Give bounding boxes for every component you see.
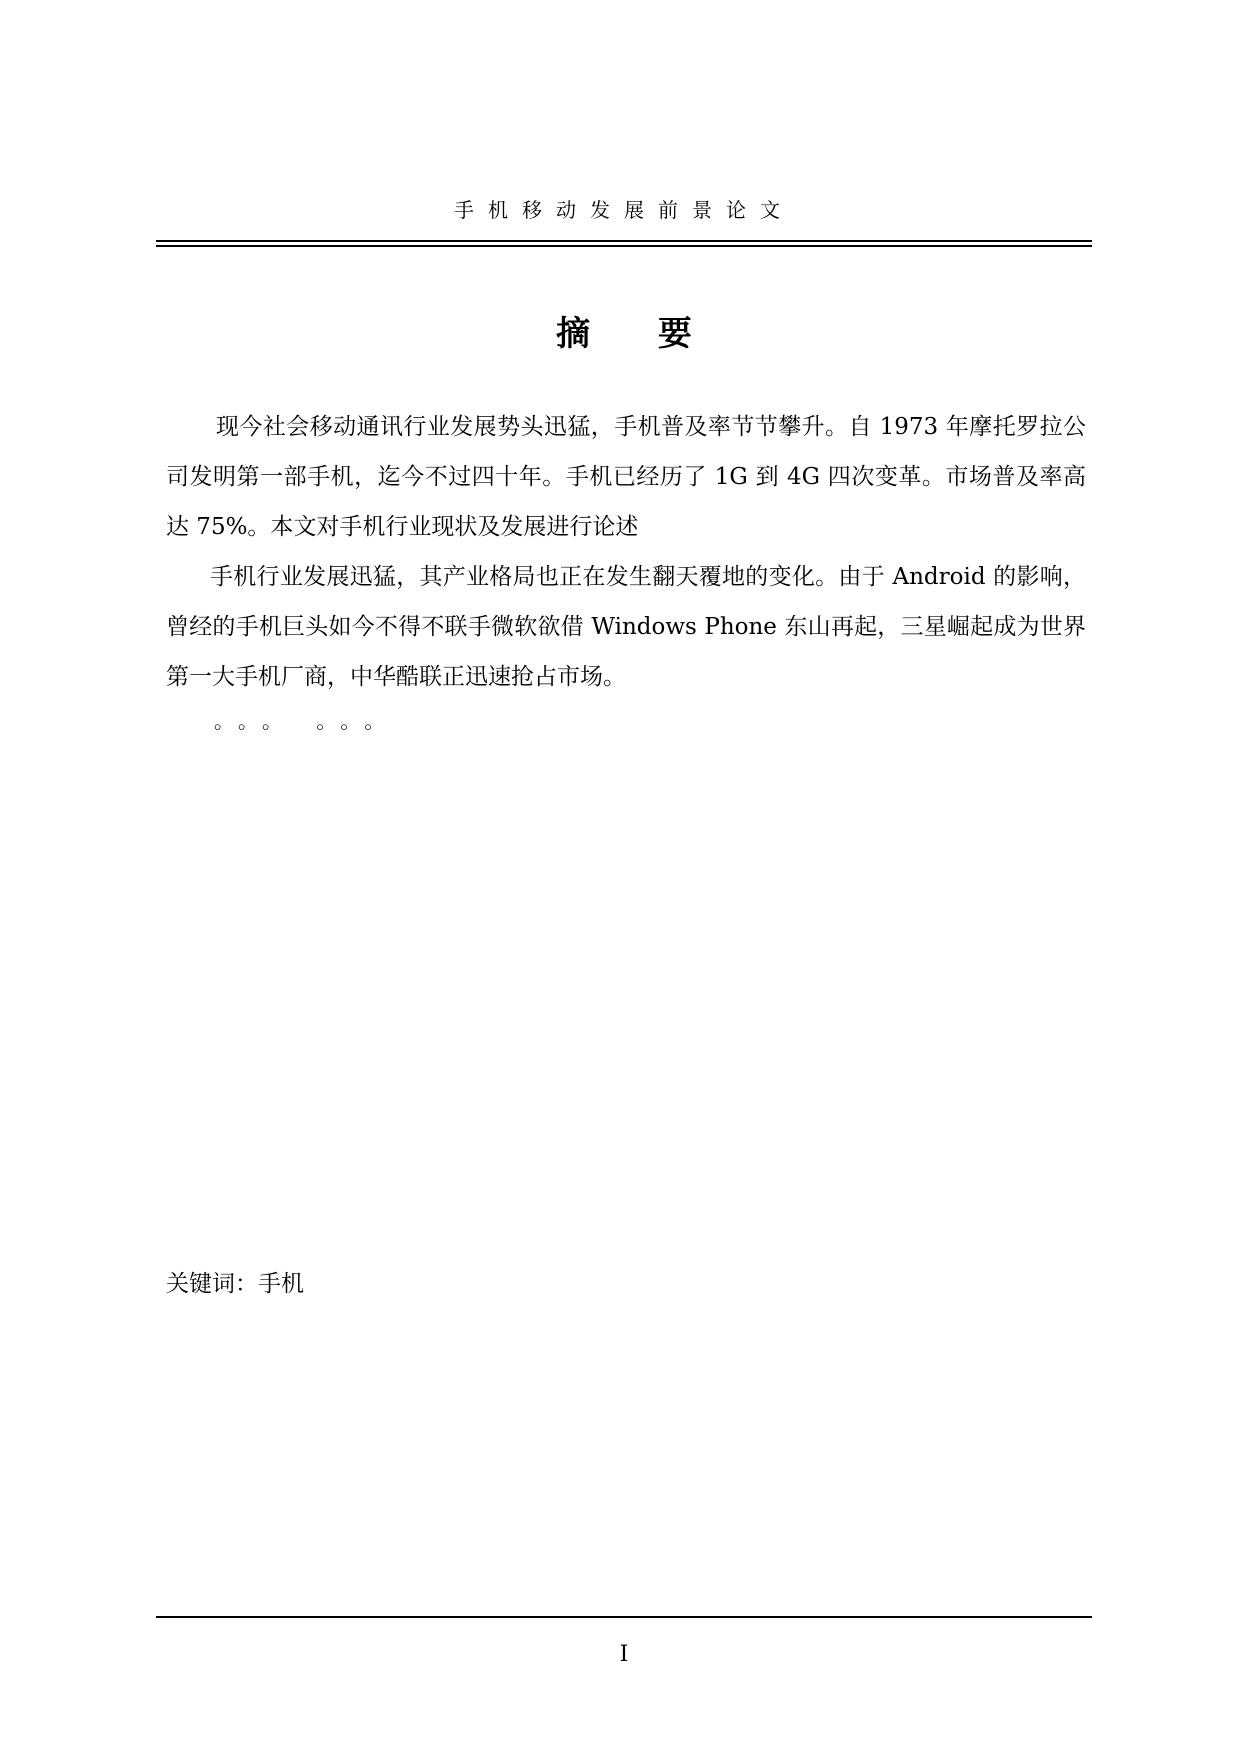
header-double-rule: [156, 240, 1092, 247]
running-header: 手机移动发展前景论文: [454, 198, 794, 222]
abstract-ellipsis: 。。。 。。。: [214, 709, 399, 733]
keywords-line: 关键词：手机: [166, 1271, 304, 1297]
page-number: I: [619, 1642, 629, 1667]
abstract-body: [166, 402, 1086, 702]
abstract-title: 摘 要: [556, 314, 720, 354]
abstract-paragraph-1: 现今社会移动通讯行业发展势头迅猛，手机普及率节节攀升。自 1973 年摩托罗拉公司发明第一部手机，迄今不过四十年。手机已经历了 1G 到 4G 四次变革。市场普及率高达 75%。本文对手机行业现状及发展进行论述: [166, 414, 1086, 540]
abstract-paragraph-2: 手机行业发展迅猛，其产业格局也正在发生翻天覆地的变化。由于 Android 的影响，曾经的手机巨头如今不得不联手微软欲借 Windows Phone 东山再起，三星崛起成为世界第一大手机厂商，中华酷联正迅速抢占市场。: [166, 564, 1086, 690]
footer-rule: [156, 1616, 1092, 1618]
